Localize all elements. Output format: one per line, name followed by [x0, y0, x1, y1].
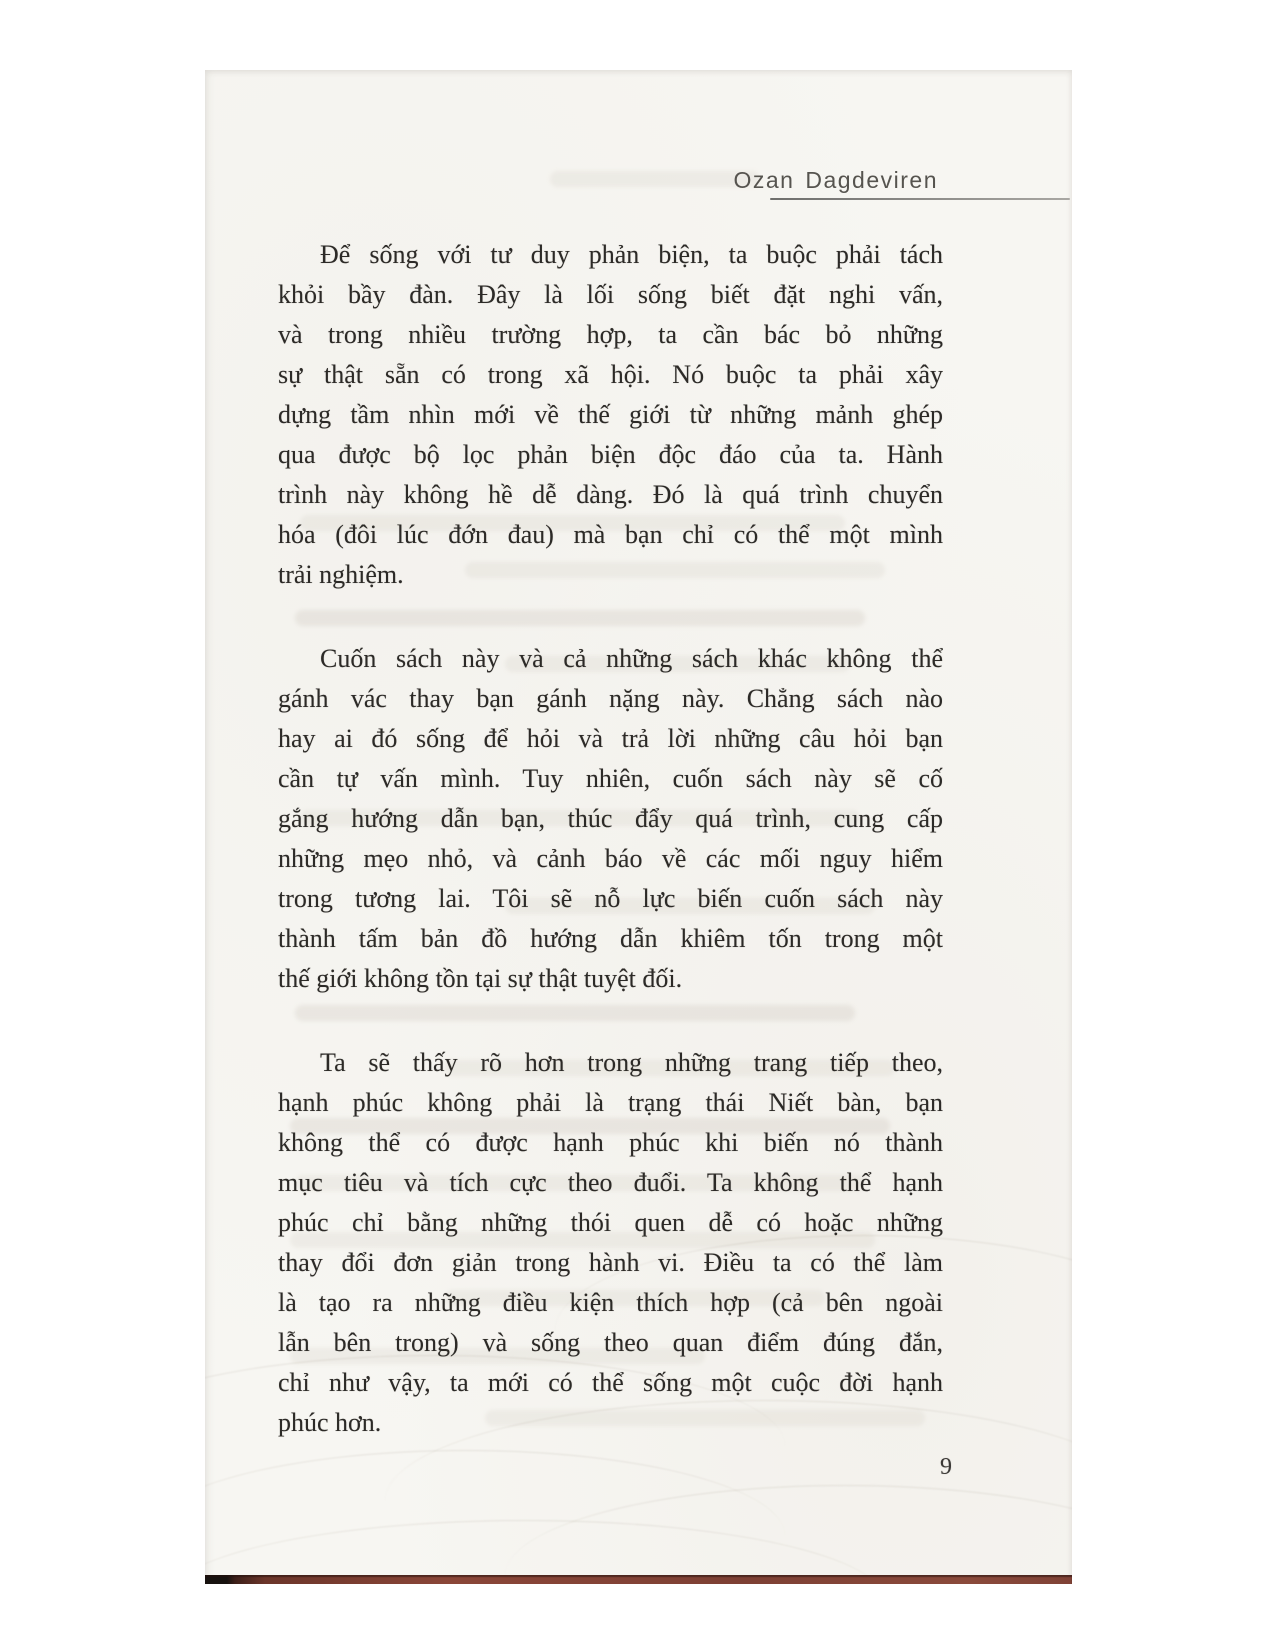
- text-line: thế giới không tồn tại sự thật tuyệt đối.: [278, 964, 683, 993]
- text-line: là tạo ra những điều kiện thích hợp (cả bên ngoài: [278, 1288, 943, 1317]
- text-line: hạnh phúc không phải là trạng thái Niết bàn, bạn: [278, 1088, 943, 1117]
- book-page: [205, 70, 1072, 1584]
- page-number: 9: [940, 1454, 952, 1480]
- text-line: trình này không hề dễ dàng. Đó là quá trình chuyển: [278, 480, 943, 509]
- text-line: chỉ như vậy, ta mới có thể sống một cuộc đời hạnh: [278, 1368, 943, 1397]
- body-text-block: [278, 235, 943, 1443]
- text-line: và trong nhiều trường hợp, ta cần bác bỏ những: [278, 320, 943, 349]
- text-line: gắng hướng dẫn bạn, thúc đẩy quá trình, cung cấp: [278, 804, 943, 833]
- text-line: lẫn bên trong) và sống theo quan điểm đúng đắn,: [278, 1328, 943, 1357]
- text-line: sự thật sẵn có trong xã hội. Nó buộc ta phải xây: [278, 360, 943, 389]
- text-line: phúc hơn.: [278, 1408, 382, 1437]
- text-line: khỏi bầy đàn. Đây là lối sống biết đặt nghi vấn,: [278, 280, 943, 309]
- paragraph: [278, 1043, 943, 1443]
- text-line: Cuốn sách này và cả những sách khác không thể: [320, 644, 943, 673]
- text-line: trong tương lai. Tôi sẽ nỗ lực biến cuốn sách này: [278, 884, 943, 913]
- text-line: thành tấm bản đồ hướng dẫn khiêm tốn trong một: [278, 924, 943, 953]
- header-rule: [770, 198, 1070, 200]
- paragraph: [278, 639, 943, 999]
- text-line: phúc chỉ bằng những thói quen dễ có hoặc những: [278, 1208, 943, 1237]
- text-line: gánh vác thay bạn gánh nặng này. Chẳng sách nào: [278, 684, 943, 713]
- text-line: cần tự vấn mình. Tuy nhiên, cuốn sách này sẽ cố: [278, 764, 943, 793]
- book-edge-bar: [205, 1575, 1072, 1584]
- text-line: mục tiêu và tích cực theo đuổi. Ta không thể hạnh: [278, 1168, 943, 1197]
- text-line: dựng tầm nhìn mới về thế giới từ những mảnh ghép: [278, 400, 943, 429]
- paragraph: [278, 235, 943, 595]
- text-line: Để sống với tư duy phản biện, ta buộc phải tách: [320, 240, 943, 269]
- text-line: những mẹo nhỏ, và cảnh báo về các mối nguy hiểm: [278, 844, 943, 873]
- text-line: qua được bộ lọc phản biện độc đáo của ta. Hành: [278, 440, 943, 469]
- text-line: trải nghiệm.: [278, 560, 404, 589]
- text-line: Ta sẽ thấy rõ hơn trong những trang tiếp theo,: [320, 1048, 943, 1077]
- text-line: thay đổi đơn giản trong hành vi. Điều ta có thể làm: [278, 1248, 943, 1277]
- running-header-author: Ozan Dagdeviren: [733, 167, 938, 193]
- page-header: [205, 167, 938, 193]
- text-line: hay ai đó sống để hỏi và trả lời những câu hỏi bạn: [278, 724, 943, 753]
- text-line: không thể có được hạnh phúc khi biến nó thành: [278, 1128, 943, 1157]
- text-line: hóa (đôi lúc đớn đau) mà bạn chỉ có thể một mình: [278, 520, 943, 549]
